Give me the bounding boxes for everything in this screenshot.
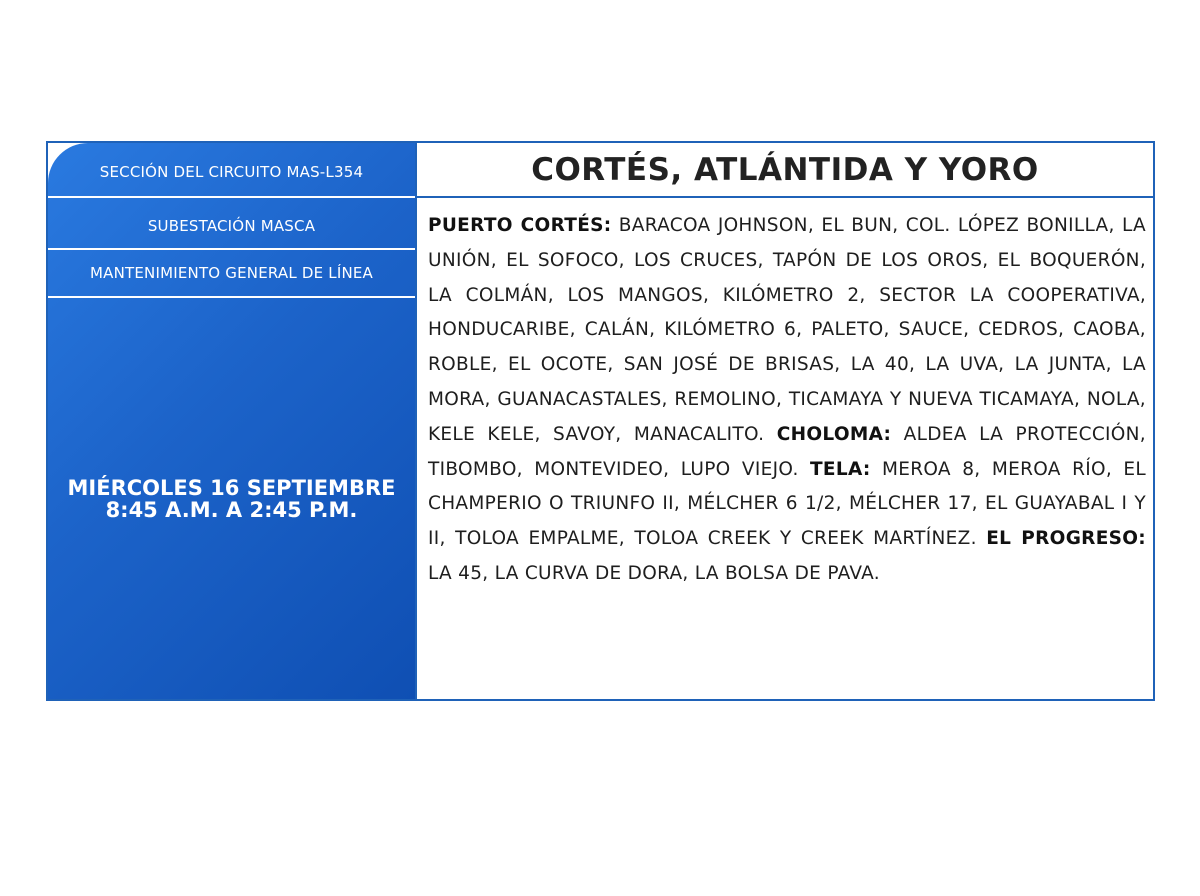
schedule-date: MIÉRCOLES 16 SEPTIEMBRE — [67, 475, 396, 500]
area-name: PUERTO CORTÉS: — [428, 215, 612, 236]
area-places: BARACOA JOHNSON, EL BUN, COL. LÓPEZ BONILLA, LA UNIÓN, EL SOFOCO, LOS CRUCES, TAPÓN DE LOS OROS, EL BOQUERÓN, LA COLMÁN, LOS MANGOS, KILÓMETRO 2, SECTOR LA COOPERATIVA, HONDUCARIBE, CALÁN, KILÓMETRO 6, PALETO, SAUCE, CEDROS, CAOBA, ROBLE, EL OCOTE, SAN JOSÉ DE BRISAS, LA 40, LA UVA, LA JUNTA, LA MORA, GUANACASTALES, REMOLINO, TICAMAYA Y NUEVA TICAMAYA, NOLA, KELE KELE, SAVOY, MANACALITO. — [428, 215, 1146, 445]
affected-areas-panel — [417, 143, 1153, 699]
region-title: CORTÉS, ATLÁNTIDA Y YORO — [417, 143, 1153, 198]
area-name: TELA: — [810, 458, 871, 480]
area-name: EL PROGRESO: — [986, 528, 1147, 550]
circuit-section-label: SECCIÓN DEL CIRCUITO MAS-L354 — [48, 143, 415, 198]
schedule-datetime — [48, 298, 415, 699]
area-places: LA 45, LA CURVA DE DORA, LA BOLSA DE PAVA. — [428, 562, 880, 584]
schedule-panel — [48, 143, 415, 699]
schedule-time: 8:45 A.M. A 2:45 P.M. — [105, 497, 358, 522]
outage-notice-card — [46, 141, 1155, 701]
maintenance-label: MANTENIMIENTO GENERAL DE LÍNEA — [48, 250, 415, 298]
area-places: ALDEA LA PROTECCIÓN, TIBOMBO, MONTEVIDEO, LUPO VIEJO. — [428, 423, 1146, 480]
substation-label: SUBESTACIÓN MASCA — [48, 198, 415, 250]
area-name: CHOLOMA: — [776, 423, 892, 445]
affected-areas-text — [428, 209, 1146, 592]
area-places: MEROA 8, MEROA RÍO, EL CHAMPERIO O TRIUNFO II, MÉLCHER 6 1/2, MÉLCHER 17, EL GUAYABAL I Y II, TOLOA EMPALME, TOLOA CREEK Y CREEK MARTÍNEZ. — [428, 458, 1146, 550]
